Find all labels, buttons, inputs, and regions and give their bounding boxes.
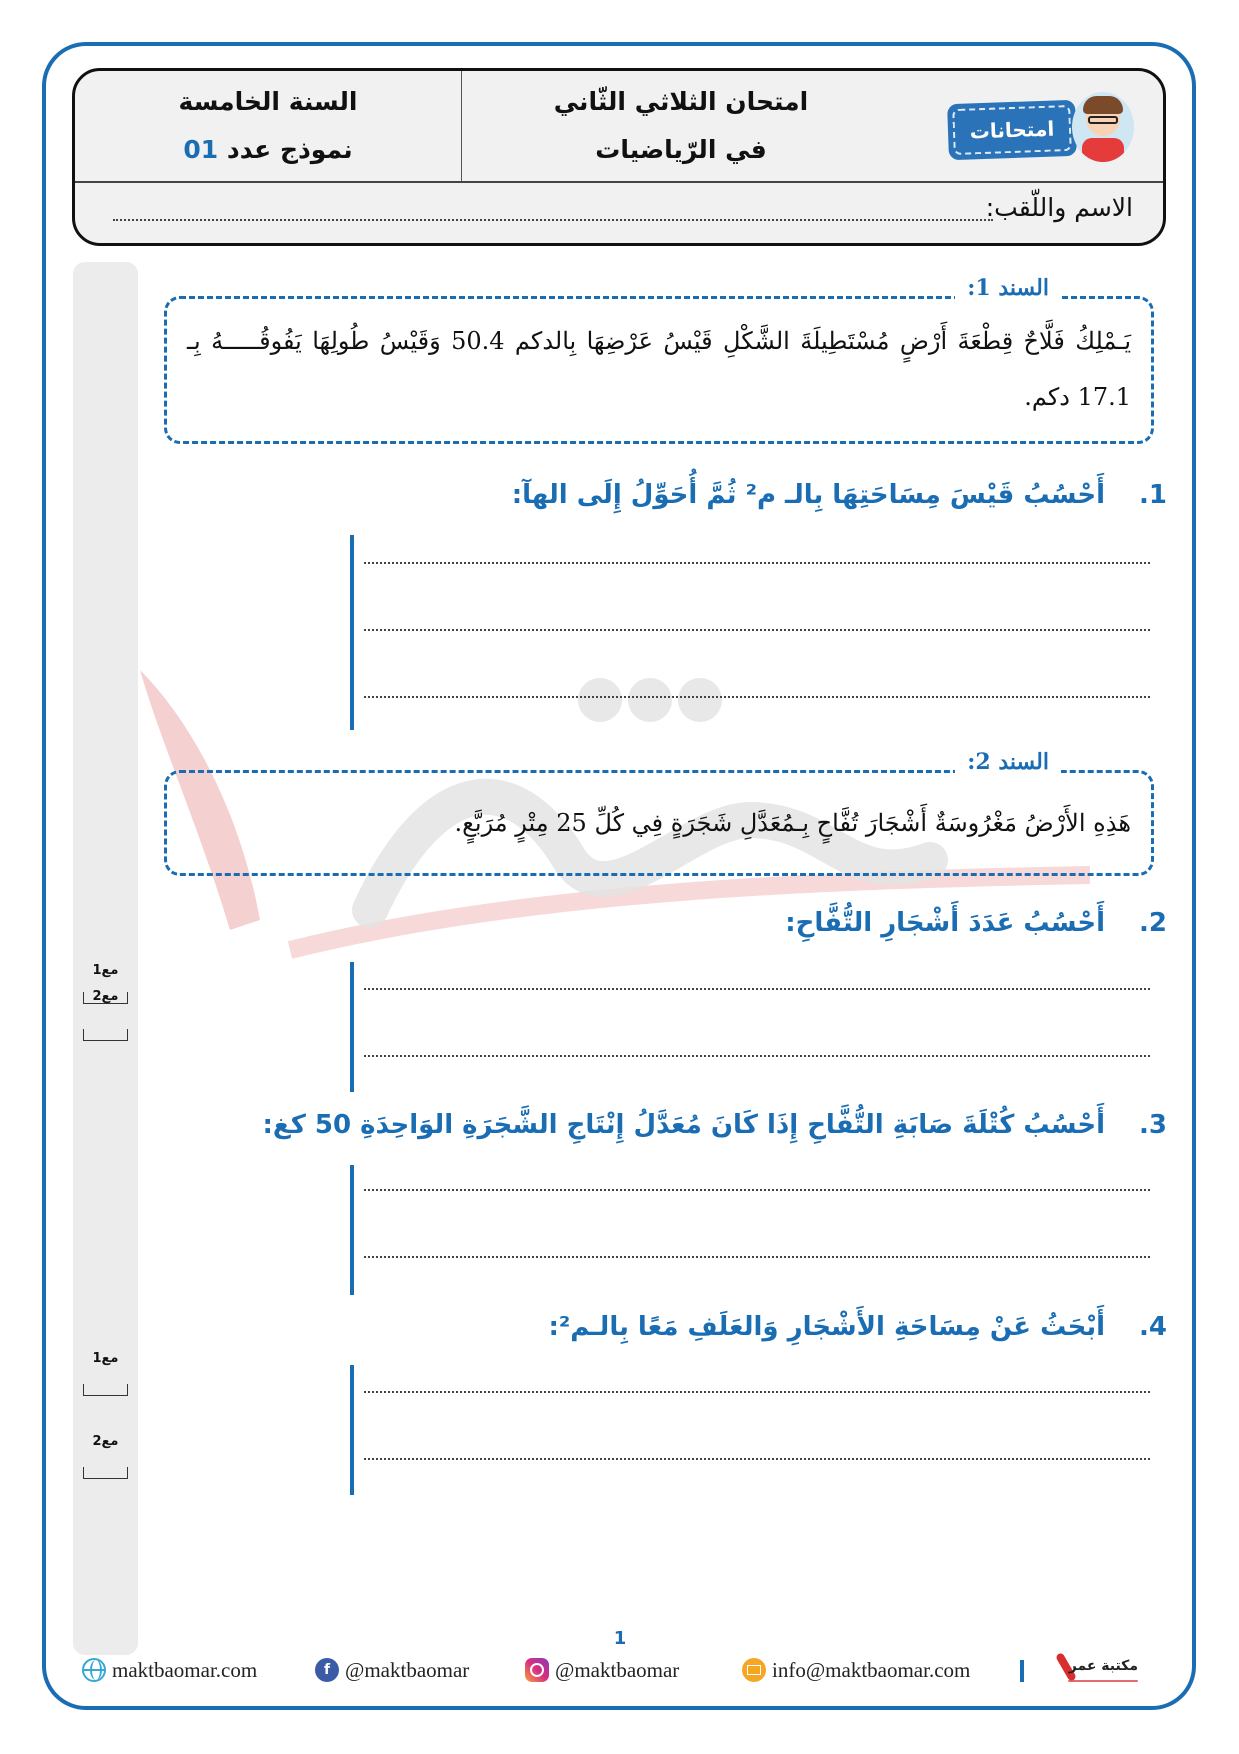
footer-facebook[interactable]	[315, 1655, 469, 1685]
criterion-label: مع2	[92, 1434, 119, 1449]
answer-line[interactable]	[364, 629, 1150, 631]
criterion-label: مع1	[92, 1351, 119, 1366]
exam-title: امتحان الثلاثي الثّاني	[553, 87, 809, 116]
question-3	[263, 1110, 1167, 1140]
brand-underline	[1068, 1680, 1138, 1682]
question-text: أَحْسُبُ كُتْلَةَ صَابَةِ التُّفَّاحِ إِذَا كَانَ مُعَدَّلُ إِنْتَاجِ الشَّجَرَةِ الوَاحِدَةِ 50 كغ:	[262, 1110, 1106, 1140]
exam-subject: في الرّياضيات	[595, 135, 767, 164]
globe-icon	[82, 1658, 106, 1682]
exams-logo	[934, 86, 1134, 166]
question-2	[785, 908, 1167, 938]
name-label: الاسم واللّقب:	[985, 193, 1133, 222]
email-text: info@maktbaomar.com	[772, 1657, 971, 1682]
brand-logo	[1058, 1652, 1138, 1688]
model-label	[183, 126, 352, 174]
answer-line[interactable]	[364, 988, 1150, 990]
criterion-score-box[interactable]	[83, 1029, 128, 1041]
criterion-score-box[interactable]	[83, 1467, 128, 1479]
footer-website[interactable]	[82, 1655, 257, 1685]
grade-label: السنة الخامسة	[178, 87, 358, 116]
footer-separator	[1020, 1660, 1024, 1682]
header-top-row	[75, 71, 1163, 183]
criterion-score-box[interactable]	[83, 992, 128, 1004]
website-text: maktbaomar.com	[112, 1657, 258, 1682]
answer-line[interactable]	[364, 1458, 1150, 1460]
answer-bar	[350, 1165, 354, 1295]
exam-header	[72, 68, 1166, 246]
criteria-sidebar	[73, 262, 138, 1655]
question-text: أَحْسُبُ قَيْسَ مِسَاحَتِهَا بِالـ م² ثُمَّ أُحَوِّلُ إِلَى الهآ:	[511, 480, 1106, 510]
question-text: أَحْسُبُ عَدَدَ أَشْجَارِ التُّفَّاحِ:	[785, 908, 1106, 938]
question-4	[548, 1312, 1167, 1342]
answer-line[interactable]	[364, 562, 1150, 564]
answer-area-4	[350, 1365, 1150, 1495]
answer-line[interactable]	[364, 1391, 1150, 1393]
answer-line[interactable]	[364, 1189, 1150, 1191]
question-number: 4.	[1139, 1312, 1167, 1342]
sanad-1-box	[164, 275, 1154, 444]
header-grade-cell	[75, 71, 462, 181]
answer-bar	[350, 1365, 354, 1495]
criterion-score-box[interactable]	[83, 1384, 128, 1396]
email-icon	[742, 1658, 766, 1682]
facebook-text: @maktbaomar	[345, 1657, 470, 1682]
question-text: أَبْحَثُ عَنْ مِسَاحَةِ الأَشْجَارِ وَالعَلَفِ مَعًا بِالـم²:	[548, 1312, 1106, 1342]
answer-bar	[350, 535, 354, 730]
model-number: 01	[183, 135, 219, 164]
header-logo-cell	[901, 71, 1166, 181]
criterion-label: مع2	[92, 989, 119, 1004]
footer-instagram[interactable]	[525, 1655, 679, 1685]
question-number: 1.	[1139, 480, 1167, 510]
page-number: 1	[613, 1628, 627, 1649]
sanad-2-text: هَذِهِ الأَرْضُ مَغْرُوسَةٌ أَشْجَارَ تُفَّاحٍ بِـمُعَدَّلِ شَجَرَةٍ فِي كُلِّ 25 مِتْرٍ مُرَبَّعٍ.	[454, 809, 1131, 837]
answer-area-1	[350, 535, 1150, 730]
boy-avatar-icon	[1072, 92, 1134, 162]
sanad-2-title: السند 2:	[955, 749, 1061, 775]
logo-badge	[947, 100, 1077, 160]
question-number: 2.	[1139, 908, 1167, 938]
answer-line[interactable]	[364, 1256, 1150, 1258]
header-title-cell	[461, 71, 901, 181]
answer-line[interactable]	[364, 696, 1150, 698]
brand-logo-text: مكتبة عمر	[1068, 1658, 1138, 1674]
facebook-icon: f	[315, 1658, 339, 1682]
sanad-1-text: يَـمْلِكُ فَلَّاحٌ قِطْعَةَ أَرْضٍ مُسْتَطِيلَةَ الشَّكْلِ قَيْسُ عَرْضِهَا بِالدكم 50.4 وَقَيْسُ طُولِهَا يَفُوقُـــــهُ بِـ 17.1 دكم.	[187, 327, 1131, 411]
question-1	[512, 480, 1167, 510]
instagram-icon	[525, 1658, 549, 1682]
sanad-1-title: السند 1:	[955, 275, 1061, 301]
question-number: 3.	[1139, 1110, 1167, 1140]
student-name-row	[75, 183, 1163, 243]
answer-line[interactable]	[364, 1055, 1150, 1057]
answer-bar	[350, 962, 354, 1092]
logo-text: امتحانات	[968, 116, 1055, 144]
criterion-label: مع1	[92, 963, 119, 978]
answer-area-3	[350, 1165, 1150, 1295]
sanad-2-box	[164, 749, 1154, 876]
instagram-text: @maktbaomar	[555, 1657, 680, 1682]
footer-email[interactable]	[742, 1655, 970, 1685]
model-text: نموذج عدد	[226, 135, 353, 164]
student-name-field[interactable]	[113, 219, 993, 221]
answer-area-2	[350, 962, 1150, 1092]
